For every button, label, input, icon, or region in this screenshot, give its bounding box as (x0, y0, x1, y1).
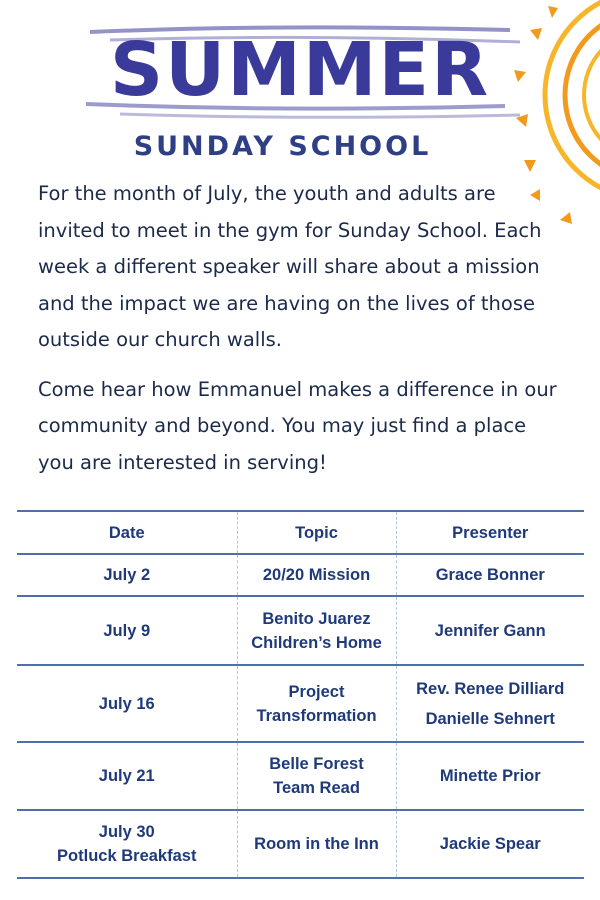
presenter-line: Rev. Renee Dilliard (416, 679, 565, 698)
date-cell (17, 742, 237, 810)
date-line: July 30 (98, 823, 155, 841)
page-title: SUMMER (109, 27, 491, 113)
table-row (17, 742, 584, 810)
date-line: July 16 (98, 694, 155, 713)
date-cell (17, 810, 237, 878)
date-line: Potluck Breakfast (57, 847, 197, 865)
date-cell (17, 665, 237, 742)
topic-cell (237, 810, 396, 878)
presenter-cell (396, 742, 584, 810)
header-presenter: Presenter (396, 511, 584, 554)
invite-paragraph: Come hear how Emmanuel makes a difference in our community and beyond. You may just find a place you are interested in serving! (38, 377, 557, 474)
intro-text (38, 176, 568, 494)
table-row (17, 665, 584, 742)
presenter-cell (396, 810, 584, 878)
date-line: July 21 (98, 767, 155, 785)
table-row (17, 810, 584, 878)
header-date: Date (17, 511, 237, 554)
presenter-cell (396, 665, 584, 742)
header-topic: Topic (237, 511, 396, 554)
topic-cell (237, 665, 396, 742)
table-row (17, 554, 584, 596)
topic-cell (237, 742, 396, 810)
topic-line: Room in the Inn (254, 835, 379, 853)
topic-line: Team Read (273, 779, 360, 797)
schedule-table (17, 510, 584, 879)
table-row (17, 596, 584, 665)
date-cell (17, 596, 237, 665)
date-cell (17, 554, 237, 596)
topic-line: Children’s Home (251, 633, 382, 652)
topic-line: 20/20 Mission (262, 566, 371, 584)
date-line: July 2 (103, 566, 151, 584)
topic-line: Project (288, 682, 345, 701)
table-header-row (17, 511, 584, 554)
presenter-line: Grace Bonner (435, 566, 545, 584)
date-line: July 9 (103, 621, 151, 640)
presenter-cell (396, 596, 584, 665)
topic-cell (237, 554, 396, 596)
presenter-cell (396, 554, 584, 596)
presenter-line: Danielle Sehnert (425, 709, 555, 728)
page-subtitle: SUNDAY SCHOOL (133, 131, 432, 162)
topic-line: Belle Forest (269, 755, 364, 773)
topic-line: Transformation (256, 706, 377, 725)
topic-line: Benito Juarez (262, 609, 371, 628)
presenter-line: Jennifer Gann (434, 621, 546, 640)
intro-paragraph: For the month of July, the youth and adults are invited to meet in the gym for Sunday School. Each week a different speaker will share about a mission and the impact we are having on the lives of those outside our church walls. (38, 182, 542, 351)
presenter-line: Minette Prior (439, 767, 541, 785)
topic-cell (237, 596, 396, 665)
presenter-line: Jackie Spear (439, 835, 541, 853)
